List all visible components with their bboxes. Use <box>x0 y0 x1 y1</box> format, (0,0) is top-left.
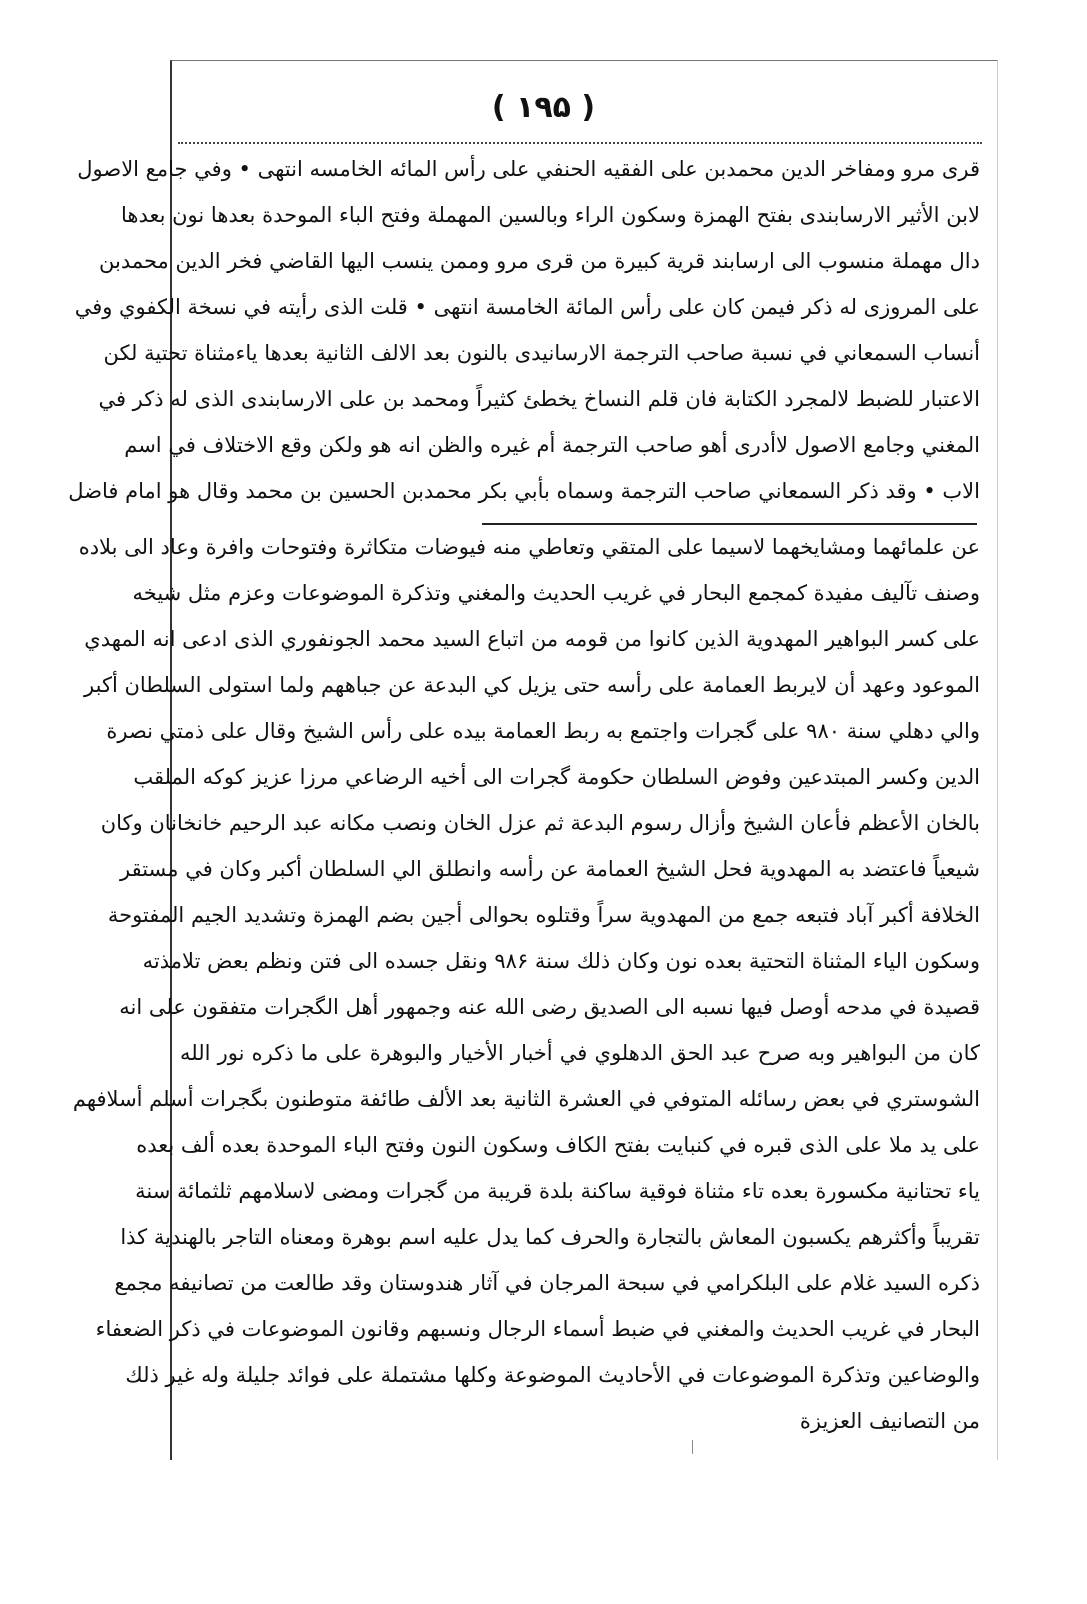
text-line: على كسر البواهير المهدوية الذين كانوا من قومه من اتباع السيد محمد الجونفوري الذى ادعى انه المهدي <box>84 627 980 651</box>
text-line: وصنف تآليف مفيدة كمجمع البحار في غريب الحديث والمغني وتذكرة الموضوعات وعزم مثل شيخه <box>132 581 980 605</box>
page-tick-mark <box>692 1440 693 1454</box>
text-line: المغني وجامع الاصول لاأدرى أهو صاحب الترجمة أم غيره والظن انه هو ولكن وقع الاختلاف في اسم <box>124 433 980 457</box>
text-section-a <box>68 146 980 514</box>
text-line: عن علمائهما ومشايخهما لاسيما على المتقي وتعاطي منه فيوضات متكاثرة وفتوحات وافرة وعاد الى بلاده <box>78 535 980 559</box>
page-number: ( ۱۹۵ ) <box>491 90 596 125</box>
text-line: الاعتبار للضبط لالمجرد الكتابة فان قلم النساخ يخطئ كثيراً ومحمد بن على الارسابندى الذى له ذكر في <box>98 387 980 411</box>
text-line: ياء تحتانية مكسورة بعده تاء مثناة فوقية ساكنة بلدة قريبة من گجرات ومضى لاسلامهم ثلثمائة سنة <box>135 1179 980 1203</box>
text-line: والوضاعين وتذكرة الموضوعات في الأحاديث الموضوعة وكلها مشتملة على فوائد جليلة وله غير ذلك <box>125 1363 980 1387</box>
text-line: كان من البواهير وبه صرح عبد الحق الدهلوي في أخبار الأخيار والبوهرة على ما ذكره نور الله <box>180 1041 980 1065</box>
text-line: على يد ملا على الذى قبره في كنبايت بفتح الكاف وسكون النون وفتح الباء الموحدة بعده ألف بعده <box>136 1133 980 1157</box>
text-line: دال مهملة منسوب الى ارسابند قرية كبيرة من قرى مرو وممن ينسب اليها القاضي فخر الدين محمدبن <box>99 249 980 273</box>
text-line: ذكره السيد غلام على البلكرامي في سبحة المرجان في آثار هندوستان وقد طالعت من تصانيفه مجمع <box>114 1271 980 1295</box>
text-line: من التصانيف العزيزة <box>799 1409 980 1433</box>
text-section-b <box>72 524 980 1444</box>
text-line: الشوستري في بعض رسائله المتوفي في العشرة الثانية بعد الألف طائفة متوطنون بگجرات أسلم أسلافهم <box>72 1087 980 1111</box>
text-line: البحار في غريب الحديث والمغني في ضبط أسماء الرجال ونسبهم وقانون الموضوعات في ذكر الضعفاء <box>95 1317 980 1341</box>
text-line: على المروزى له ذكر فيمن كان على رأس المائة الخامسة انتهى • قلت الذى رأيته في نسخة الكفوي وفي <box>74 295 980 319</box>
text-line: أنساب السمعاني في نسبة صاحب الترجمة الارسانيدى بالنون بعد الالف الثانية بعدها ياءمثناة تحتية لكن <box>103 341 980 365</box>
text-line: الدين وكسر المبتدعين وفوض السلطان حكومة گجرات الى أخيه الرضاعي مرزا عزيز كوكه الملقب <box>133 765 980 789</box>
text-line: الاب • وقد ذكر السمعاني صاحب الترجمة وسماه بأبي بكر محمدبن الحسين بن محمد وقال هو امام فاضل <box>68 479 980 503</box>
text-line: شيعياً فاعتضد به المهدوية فحل الشيخ العمامة عن رأسه وانطلق الي السلطان أكبر وكان في مستقر <box>119 857 980 881</box>
header-rule <box>178 142 982 144</box>
text-line: قرى مرو ومفاخر الدين محمدبن على الفقيه الحنفي على رأس المائه الخامسه انتهى • وفي جامع الاصول <box>77 157 980 181</box>
text-line: والي دهلي سنة ۹۸۰ على گجرات واجتمع به ربط العمامة بيده على رأس الشيخ وقال على ذمتي نصرة <box>106 719 980 743</box>
text-line: بالخان الأعظم فأعان الشيخ وأزال رسوم البدعة ثم عزل الخان ونصب مكانه عبد الرحيم خانخانان وكان <box>100 811 980 835</box>
text-line: وسكون الياء المثناة التحتية بعده نون وكان ذلك سنة ۹۸۶ ونقل جسده الى فتن ونظم بعض تلامذته <box>142 949 980 973</box>
text-line: قصيدة في مدحه أوصل فيها نسبه الى الصديق رضى الله عنه وجمهور أهل الگجرات متفقون على انه <box>119 995 980 1019</box>
text-line: الخلافة أكبر آباد فتبعه جمع من المهدوية سراً وقتلوه بحوالى أجين بضم الهمزة وتشديد الجيم المفتوحة <box>107 903 980 927</box>
text-line: لابن الأثير الارسابندى بفتح الهمزة وسكون الراء وبالسين المهملة وفتح الباء الموحدة بعدها نون بعدها <box>120 203 980 227</box>
text-line: الموعود وعهد أن لايربط العمامة على رأسه حتى يزيل كي البدعة عن جباههم ولما استولى السلطان أكبر <box>84 673 980 697</box>
text-line: تقريباً وأكثرهم يكسبون المعاش بالتجارة والحرف كما يدل عليه اسم بوهرة ومعناه التاجر بالهندية كذا <box>120 1225 980 1249</box>
